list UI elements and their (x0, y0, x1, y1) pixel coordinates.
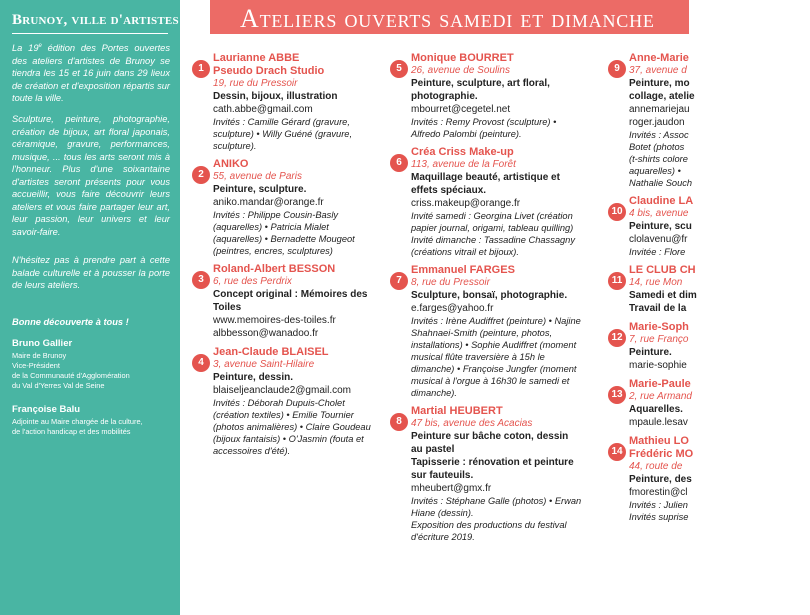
sidebar-closing: Bonne découverte à tous ! (12, 317, 129, 327)
artist-name: Créa Criss Make-up (411, 146, 514, 158)
artist-contact[interactable]: mbourret@cegetel.net (411, 104, 511, 115)
artist-entry (392, 52, 582, 140)
artist-contact[interactable]: clolavenu@fr (629, 234, 688, 245)
artist-entry (610, 321, 810, 372)
artist-address: 44, route de (629, 461, 683, 472)
artist-guests: Invité samedi : Georgina Livet (création papier journal, origami, tableau quilling) Invité dimanche : Tassadine Chassagny (créations vitrail et bijoux). (411, 211, 575, 257)
artist-contact[interactable]: mpaule.lesav (629, 417, 688, 428)
artist-name: Anne-Marie (629, 52, 689, 64)
artist-address: 55, avenue de Paris (213, 171, 302, 182)
artist-name: Jean-Claude BLAISEL (213, 346, 329, 358)
artist-entry (194, 52, 374, 152)
artist-contact[interactable]: blaiseljeanclaude2@gmail.com (213, 385, 352, 396)
signer2-role: Adjointe au Maire chargée de la culture, de l'action handicap et des mobilités (12, 417, 143, 436)
artist-guests: Invités : Stéphane Galle (photos) • Erwan Hiane (dessin). Exposition des productions du festival d'écriture 2019. (411, 496, 582, 542)
artist-disciplines: Peinture sur bâche coton, dessin au pastel Tapisserie : rénovation et peinture sur fauteuils. (411, 431, 574, 481)
artist-entry (392, 146, 582, 258)
artist-entry (194, 158, 374, 257)
artist-disciplines: Peinture, dessin. (213, 372, 294, 383)
artist-disciplines: Dessin, bijoux, illustration (213, 91, 338, 102)
artist-guests: Invités : Irène Audiffret (peinture) • Najine Shahnaei-Smith (peinture, photos, installations) • Sophie Audiffret (moment musical flûte traversière à 15h le dimanche) • Françoise Jungfer (moment musical à l'orgue à 16h30 le samedi et dimanche). (411, 316, 581, 398)
artist-disciplines: Aquarelles. (629, 404, 683, 415)
artist-name: Claudine LA (629, 195, 694, 207)
entry-number-badge: 8 (390, 413, 408, 431)
artist-name: LE CLUB CH (629, 264, 696, 276)
column-1 (194, 52, 374, 463)
artist-address: 8, rue du Pressoir (411, 277, 490, 288)
artist-address: 37, avenue d (629, 65, 687, 76)
artist-address: 2, rue Armand (629, 391, 692, 402)
signer2-name: Françoise Balu (12, 404, 81, 415)
sidebar-divider (12, 33, 168, 34)
entry-number-badge: 12 (608, 329, 626, 347)
intro-sidebar (0, 0, 180, 615)
column-3-cropped (610, 52, 697, 615)
artist-name: Laurianne ABBE Pseudo Drach Studio (213, 52, 325, 77)
entry-number-badge: 2 (192, 166, 210, 184)
sidebar-invite: N'hésitez pas à prendre part à cette balade culturelle et à pousser la porte de leurs ateliers. (12, 255, 170, 290)
artist-contact[interactable]: aniko.mandar@orange.fr (213, 197, 324, 208)
sidebar-arts: Sculpture, peinture, photographie, création de bijoux, art floral japonais, céramique, gravure, performances, musique, ... tous les arts seront mis à l'honneur. Plus d'une soixantaine d'artistes seront présents pour vous accueillir, vous faire découvrir leurs ateliers et vous faire partager leur art, leur passion, leur univers et leur savoir-faire. (12, 114, 170, 237)
artist-entry (392, 405, 582, 543)
artist-contact[interactable]: fmorestin@cl (629, 487, 688, 498)
artist-entry (610, 435, 810, 523)
entry-number-badge: 10 (608, 203, 626, 221)
artist-guests: Invitée : Flore (629, 247, 686, 257)
artist-disciplines: Maquillage beauté, artistique et effets spéciaux. (411, 172, 560, 196)
artist-guests: Invités : Remy Provost (sculpture) • Alfredo Palombi (peinture). (411, 117, 557, 139)
artist-entry (610, 378, 810, 429)
artist-name: Martial HEUBERT (411, 405, 503, 417)
artist-address: 6, rue des Perdrix (213, 276, 292, 287)
artist-disciplines: Concept original : Mémoires des Toiles (213, 289, 368, 313)
artist-address: 7, rue Franço (629, 334, 689, 345)
artist-contact[interactable]: annemariejau roger.jaudon (629, 104, 690, 128)
entry-number-badge: 4 (192, 354, 210, 372)
artist-name: Monique BOURRET (411, 52, 514, 64)
entry-number-badge: 11 (608, 272, 626, 290)
artist-disciplines: Peinture. (629, 347, 672, 358)
signer1-name: Bruno Gallier (12, 338, 73, 349)
artist-contact[interactable]: marie-sophie (629, 360, 687, 371)
artist-contact[interactable]: cath.abbe@gmail.com (213, 104, 313, 115)
artist-disciplines: Sculpture, bonsaï, photographie. (411, 290, 568, 301)
sidebar-intro (12, 40, 170, 105)
artist-name: Mathieu LO Frédéric MO (629, 435, 694, 460)
entry-number-badge: 5 (390, 60, 408, 78)
artist-name: ANIKO (213, 158, 249, 170)
artist-disciplines: Peinture, mo collage, atelie (629, 78, 695, 102)
artist-entry (610, 264, 810, 315)
artist-address: 4 bis, avenue (629, 208, 689, 219)
intro-sup: e (38, 43, 42, 49)
entry-number-badge: 13 (608, 386, 626, 404)
artist-guests: Invités : Déborah Dupuis-Cholet (création textiles) • Emilie Tournier (photos animalières) • Claire Goudeau (bijoux fantaisis) • O'Jasmin (fouta et accessoires d'été). (213, 398, 371, 456)
artist-entry (392, 264, 582, 399)
artist-guests: Invités : Julien Invités suprise (629, 500, 689, 522)
artist-address: 14, rue Mon (629, 277, 683, 288)
artist-address: 47 bis, avenue des Acacias (411, 418, 533, 429)
artist-disciplines: Peinture, sculpture, art floral, photographie. (411, 78, 550, 102)
entry-number-badge: 7 (390, 272, 408, 290)
intro-text-a: La 19 (12, 43, 39, 54)
entry-number-badge: 6 (390, 154, 408, 172)
artist-guests: Invités : Assoc Botet (photos (t-shirts colore aquarelles) • Nathalie Souch (629, 130, 693, 188)
title-banner (210, 0, 689, 34)
artist-contact[interactable]: criss.makeup@orange.fr (411, 198, 521, 209)
artist-disciplines: Peinture, sculpture. (213, 184, 307, 195)
entry-number-badge: 14 (608, 443, 626, 461)
artist-contact[interactable]: e.farges@yahoo.fr (411, 303, 494, 314)
artist-name: Marie-Soph (629, 321, 689, 333)
artist-name: Emmanuel FARGES (411, 264, 515, 276)
artist-address: 26, avenue de Soulins (411, 65, 510, 76)
artist-entry (194, 346, 374, 457)
artist-disciplines: Peinture, scu (629, 221, 692, 232)
column-2 (392, 52, 582, 549)
entry-number-badge: 9 (608, 60, 626, 78)
artist-disciplines: Peinture, des (629, 474, 692, 485)
artist-entry (610, 52, 810, 189)
artist-address: 3, avenue Saint-Hilaire (213, 359, 315, 370)
entry-number-badge: 3 (192, 271, 210, 289)
artist-entry (610, 195, 810, 258)
artist-contact[interactable]: mheubert@gmx.fr (411, 483, 492, 494)
signer1-role: Maire de Brunoy Vice-Président de la Communauté d'Agglomération du Val d'Yerres Val de Seine (12, 351, 130, 390)
sidebar-title: Brunoy, ville d'artistes (12, 12, 179, 28)
intro-text-b: édition des Portes ouvertes des ateliers d'artistes de Brunoy se tiendra les 15 et 16 juin dans 29 lieux de création et d'exposition répartis sur toute la ville. (12, 43, 171, 104)
artist-disciplines: Samedi et dim Travail de la (629, 290, 697, 314)
banner-title: Ateliers ouverts samedi et dimanche (240, 4, 655, 33)
artist-address: 19, rue du Pressoir (213, 78, 298, 89)
artist-contact[interactable]: www.memoires-des-toiles.fr albbesson@wanadoo.fr (213, 315, 336, 339)
artist-guests: Invités : Philippe Cousin-Basly (aquarelles) • Patricia Mialet (aquarelles) • Bernadette Mougeot (peintres, encres, sculptures) (213, 210, 355, 256)
artist-name: Roland-Albert BESSON (213, 263, 336, 275)
artist-entry (194, 263, 374, 340)
artist-guests: Invités : Camille Gérard (gravure, sculpture) • Willy Guéné (gravure, sculpture). (213, 117, 353, 151)
artist-address: 113, avenue de la Forêt (411, 159, 516, 170)
entry-number-badge: 1 (192, 60, 210, 78)
artist-name: Marie-Paule (629, 378, 691, 390)
